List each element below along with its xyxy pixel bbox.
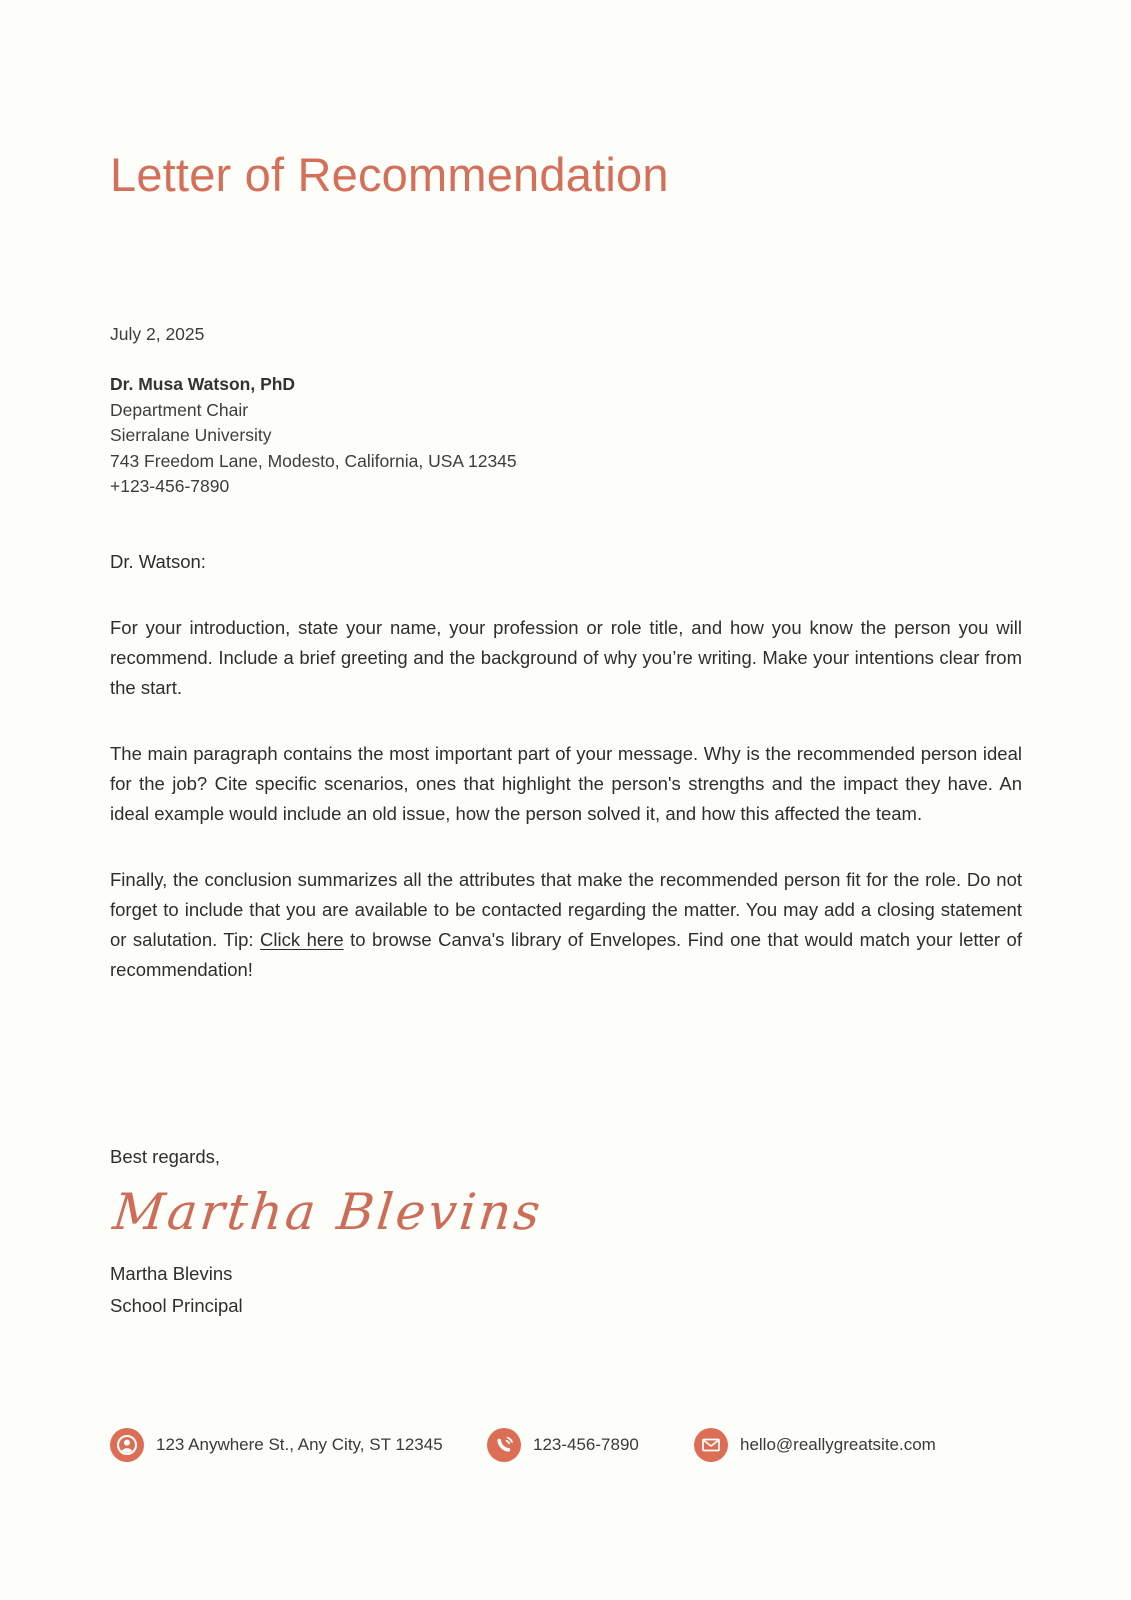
envelope-icon	[694, 1428, 728, 1462]
body-paragraph-3	[110, 865, 1022, 985]
paragraph-3-text-after: to browse Canva's library of Envelopes. Find one that would match your letter of recommendation!	[110, 929, 1022, 980]
footer-phone-text: 123-456-7890	[533, 1435, 639, 1454]
footer-phone-item	[487, 1428, 639, 1462]
letter-date: July 2, 2025	[110, 324, 205, 344]
paragraph-3-text-before: Finally, the conclusion summarizes all the attributes that make the recommended person fit for the role. Do not forget to include that you are available to be contacted regarding the matter. You may add a closing statement or salutation. Tip:	[110, 869, 1022, 950]
valediction: Best regards,	[110, 1146, 221, 1167]
click-here-link[interactable]: Click here	[260, 929, 344, 950]
footer-email-text: hello@reallygreatsite.com	[740, 1435, 936, 1454]
recipient-name: Dr. Musa Watson, PhD	[110, 374, 296, 394]
signer-name: Martha Blevins	[110, 1263, 233, 1284]
recipient-role: Department Chair	[110, 399, 249, 420]
signature: Martha Blevins	[110, 1183, 546, 1241]
salutation: Dr. Watson:	[110, 551, 206, 572]
contact-footer	[0, 1428, 1131, 1468]
body-paragraph-2: The main paragraph contains the most important part of your message. Why is the recommended person ideal for the job? Cite specific scenarios, ones that highlight the person's strengths and the impact they have. An ideal example would include an old issue, how the person solved it, and how this affected the team.	[110, 743, 1022, 824]
letter-body	[110, 547, 1022, 985]
page-title: Letter of Recommendation	[110, 148, 669, 201]
person-icon	[110, 1428, 144, 1462]
phone-icon	[487, 1428, 521, 1462]
recipient-organization: Sierralane University	[110, 425, 272, 445]
signer-role: School Principal	[110, 1295, 243, 1316]
body-paragraph-1: For your introduction, state your name, your profession or role title, and how you know the person you will recommend. Include a brief greeting and the background of why you’re writing. Make your intentions clear from the start.	[110, 617, 1022, 698]
recipient-address: 743 Freedom Lane, Modesto, California, USA 12345	[110, 450, 517, 471]
recipient-phone: +123-456-7890	[110, 476, 230, 496]
recipient-block	[110, 372, 517, 500]
footer-address-item	[110, 1428, 443, 1462]
footer-email-item	[694, 1428, 936, 1462]
closing-block	[110, 1146, 546, 1322]
footer-address-text: 123 Anywhere St., Any City, ST 12345	[156, 1435, 443, 1454]
